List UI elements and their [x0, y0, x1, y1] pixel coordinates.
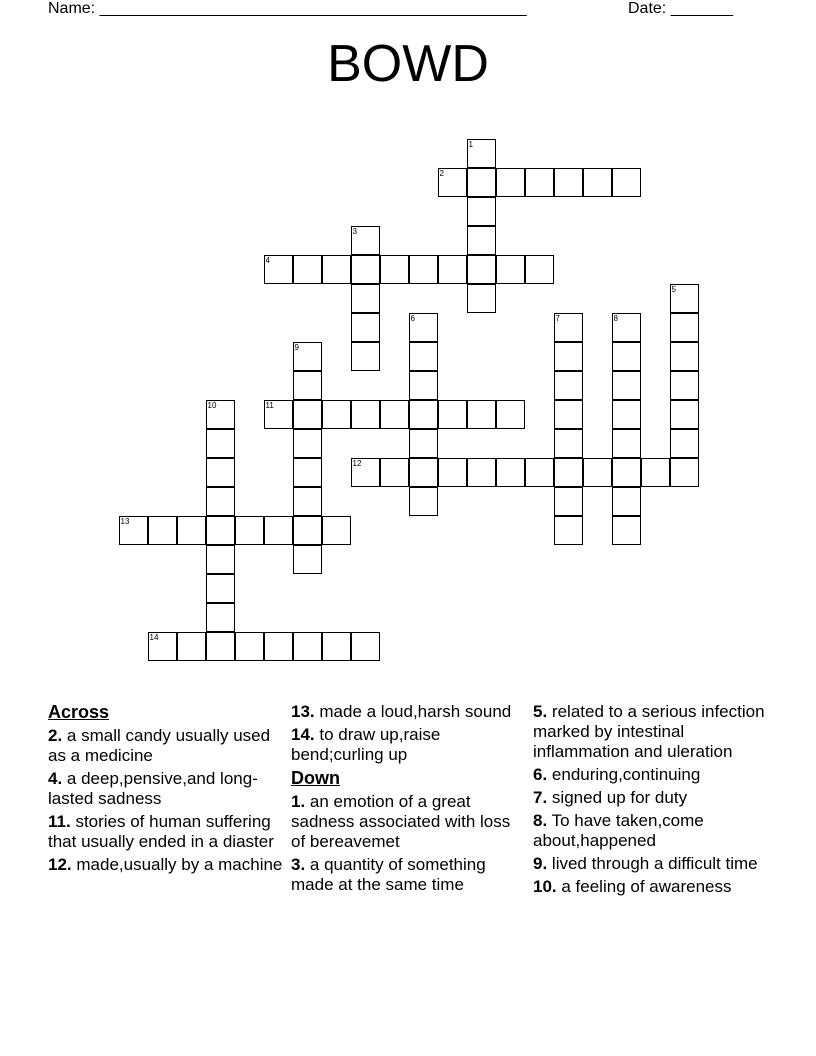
grid-cell[interactable] [380, 458, 409, 487]
grid-cell[interactable] [554, 429, 583, 458]
clue-number: 11. [48, 812, 71, 831]
grid-cell[interactable] [496, 400, 525, 429]
down-clue-6 [533, 765, 768, 785]
grid-cell[interactable] [612, 458, 641, 487]
grid-cell[interactable] [554, 516, 583, 545]
down-clue-5 [533, 702, 768, 762]
grid-cell[interactable] [554, 487, 583, 516]
clue-text: a quantity of something made at the same time [291, 855, 486, 894]
clue-number: 10. [533, 877, 557, 896]
grid-cell[interactable] [467, 139, 496, 168]
grid-cell[interactable] [264, 632, 293, 661]
grid-cell[interactable] [177, 516, 206, 545]
grid-cell[interactable] [438, 400, 467, 429]
down-clue-1 [291, 792, 526, 852]
grid-cell[interactable] [467, 458, 496, 487]
grid-cell[interactable] [293, 516, 322, 545]
clue-number: 13. [291, 702, 315, 721]
grid-cell[interactable] [612, 168, 641, 197]
grid-cell[interactable] [554, 342, 583, 371]
clue-text: stories of human suffering that usually ended in a diaster [48, 812, 274, 851]
clue-text: to draw up,raise bend;curling up [291, 725, 441, 764]
grid-cell[interactable] [351, 400, 380, 429]
grid-cell[interactable] [380, 400, 409, 429]
date-field-label: Date: _______ [628, 0, 733, 17]
grid-cell[interactable] [467, 400, 496, 429]
grid-cell[interactable] [264, 255, 293, 284]
grid-cell[interactable] [670, 371, 699, 400]
grid-cell[interactable] [409, 429, 438, 458]
grid-cell[interactable] [264, 516, 293, 545]
grid-cell[interactable] [206, 400, 235, 429]
grid-cell[interactable] [554, 371, 583, 400]
grid-cell[interactable] [496, 458, 525, 487]
grid-cell[interactable] [119, 516, 148, 545]
clue-text: signed up for duty [551, 788, 688, 807]
clue-text: a feeling of awareness [561, 877, 732, 896]
grid-cell[interactable] [351, 632, 380, 661]
grid-cell[interactable] [293, 545, 322, 574]
clue-number: 12. [48, 855, 72, 874]
grid-cell[interactable] [612, 371, 641, 400]
clue-text: a deep,pensive,and long-lasted sadness [48, 769, 258, 808]
grid-cell[interactable] [612, 313, 641, 342]
grid-cell[interactable] [554, 313, 583, 342]
grid-cell[interactable] [670, 284, 699, 313]
grid-cell[interactable] [235, 632, 264, 661]
grid-cell[interactable] [293, 342, 322, 371]
clue-number-label: 4 [265, 256, 270, 265]
grid-cell[interactable] [409, 313, 438, 342]
clue-number: 7. [533, 788, 548, 807]
grid-cell[interactable] [351, 226, 380, 255]
grid-cell[interactable] [467, 226, 496, 255]
grid-cell[interactable] [206, 429, 235, 458]
clues-column-2 [291, 702, 526, 898]
clue-number-label: 8 [613, 314, 618, 323]
grid-cell[interactable] [206, 545, 235, 574]
clue-number: 2. [48, 726, 63, 745]
across-clue-12 [48, 855, 283, 875]
grid-cell[interactable] [409, 255, 438, 284]
grid-cell[interactable] [525, 458, 554, 487]
grid-cell[interactable] [206, 574, 235, 603]
clue-text: a small candy usually used as a medicine [48, 726, 271, 765]
clue-number-label: 12 [352, 459, 362, 468]
grid-cell[interactable] [206, 632, 235, 661]
grid-cell[interactable] [235, 516, 264, 545]
clue-number-label: 2 [439, 169, 444, 178]
clue-text: made,usually by a machine [76, 855, 283, 874]
clue-number: 9. [533, 854, 548, 873]
grid-cell[interactable] [148, 632, 177, 661]
grid-cell[interactable] [467, 255, 496, 284]
grid-cell[interactable] [293, 371, 322, 400]
clue-text: made a loud,harsh sound [319, 702, 512, 721]
grid-cell[interactable] [409, 342, 438, 371]
down-heading: Down [291, 768, 340, 788]
clue-number-label: 14 [149, 633, 159, 642]
grid-cell[interactable] [409, 371, 438, 400]
grid-cell[interactable] [351, 284, 380, 313]
clue-number: 4. [48, 769, 63, 788]
grid-cell[interactable] [438, 168, 467, 197]
across-clue-4 [48, 769, 283, 809]
grid-cell[interactable] [612, 429, 641, 458]
grid-cell[interactable] [380, 255, 409, 284]
grid-cell[interactable] [438, 458, 467, 487]
down-clue-3 [291, 855, 526, 895]
grid-cell[interactable] [670, 429, 699, 458]
grid-cell[interactable] [206, 516, 235, 545]
grid-cell[interactable] [641, 458, 670, 487]
clue-text: To have taken,come about,happened [533, 811, 704, 850]
down-clue-10 [533, 877, 768, 897]
grid-cell[interactable] [351, 313, 380, 342]
across-clue-11 [48, 812, 283, 852]
grid-cell[interactable] [177, 632, 206, 661]
grid-cell[interactable] [612, 487, 641, 516]
grid-cell[interactable] [525, 255, 554, 284]
grid-cell[interactable] [670, 458, 699, 487]
clue-text: lived through a difficult time [551, 854, 758, 873]
grid-cell[interactable] [554, 168, 583, 197]
down-clue-9 [533, 854, 768, 874]
grid-cell[interactable] [496, 255, 525, 284]
grid-cell[interactable] [351, 255, 380, 284]
grid-cell[interactable] [322, 516, 351, 545]
grid-cell[interactable] [525, 168, 554, 197]
grid-cell[interactable] [496, 168, 525, 197]
grid-cell[interactable] [670, 342, 699, 371]
grid-cell[interactable] [554, 400, 583, 429]
grid-cell[interactable] [583, 168, 612, 197]
grid-cell[interactable] [206, 487, 235, 516]
clue-number-label: 11 [265, 401, 274, 410]
grid-cell[interactable] [612, 400, 641, 429]
grid-cell[interactable] [293, 632, 322, 661]
name-field-label: Name: ________________________________________________ [48, 0, 527, 17]
clue-number-label: 7 [555, 314, 560, 323]
grid-cell[interactable] [670, 400, 699, 429]
grid-cell[interactable] [409, 458, 438, 487]
across-clue-2 [48, 726, 283, 766]
clue-number: 1. [291, 792, 306, 811]
clue-number-label: 13 [120, 517, 130, 526]
grid-cell[interactable] [293, 400, 322, 429]
clue-number-label: 10 [207, 401, 217, 410]
grid-cell[interactable] [351, 342, 380, 371]
grid-cell[interactable] [554, 458, 583, 487]
clue-number: 3. [291, 855, 306, 874]
grid-cell[interactable] [467, 168, 496, 197]
grid-cell[interactable] [467, 284, 496, 313]
grid-cell[interactable] [409, 487, 438, 516]
across-heading: Across [48, 702, 110, 722]
clue-number-label: 3 [352, 227, 357, 236]
grid-cell[interactable] [293, 487, 322, 516]
down-clue-7 [533, 788, 768, 808]
clue-number-label: 5 [671, 285, 676, 294]
grid-cell[interactable] [612, 516, 641, 545]
grid-cell[interactable] [322, 255, 351, 284]
grid-cell[interactable] [351, 458, 380, 487]
across-clue-13 [291, 702, 526, 722]
grid-cell[interactable] [206, 603, 235, 632]
clue-number-label: 1 [468, 140, 473, 149]
grid-cell[interactable] [670, 313, 699, 342]
clues-column-3 [533, 702, 768, 900]
clue-number: 8. [533, 811, 548, 830]
puzzle-title: BOWD [327, 35, 489, 93]
grid-cell[interactable] [148, 516, 177, 545]
clue-number-label: 6 [410, 314, 415, 323]
clue-text: an emotion of a great sadness associated with loss of bereavemet [291, 792, 511, 851]
grid-cell[interactable] [264, 400, 293, 429]
grid-cell[interactable] [409, 400, 438, 429]
clue-text: related to a serious infection marked by intestinal inflammation and uleration [533, 702, 765, 761]
grid-cell[interactable] [583, 458, 612, 487]
clue-number: 6. [533, 765, 548, 784]
grid-cell[interactable] [322, 400, 351, 429]
down-clue-8 [533, 811, 768, 851]
clues-column-1 [48, 702, 283, 878]
clue-number-label: 9 [294, 343, 299, 352]
clue-number: 14. [291, 725, 315, 744]
grid-cell[interactable] [293, 255, 322, 284]
grid-cell[interactable] [612, 342, 641, 371]
grid-cell[interactable] [438, 255, 467, 284]
clue-text: enduring,continuing [551, 765, 701, 784]
grid-cell[interactable] [206, 458, 235, 487]
grid-cell[interactable] [467, 197, 496, 226]
grid-cell[interactable] [293, 429, 322, 458]
grid-cell[interactable] [322, 632, 351, 661]
grid-cell[interactable] [293, 458, 322, 487]
across-clue-14 [291, 725, 526, 765]
clue-number: 5. [533, 702, 548, 721]
